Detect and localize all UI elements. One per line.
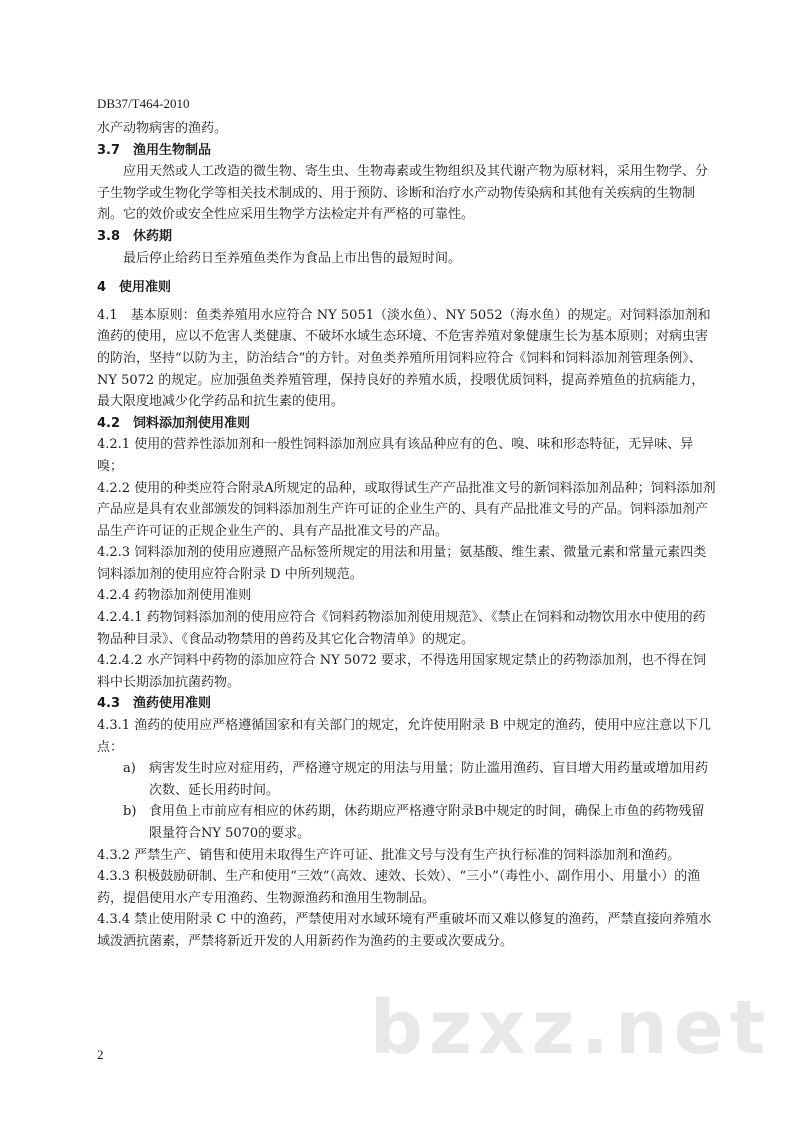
section-4-2-3: 4.2.3 饲料添加剂的使用应遵照产品标签所规定的用法和用量；氨基酸、维生素、微量元素和常量元素四类饲料添加剂的使用应符合附录 D 中所列规范。 xyxy=(97,545,707,582)
standard-number: DB37/T464-2010 xyxy=(97,96,190,111)
watermark: bzxz.net xyxy=(370,985,772,1071)
list-text: 病害发生时应对症用药，严格遵守规定的用法与用量；防止滥用渔药、盲目增大用药量或增加用药次数、延长用药时间。 xyxy=(149,761,709,798)
section-3-7-text: 应用天然或人工改造的微生物、寄生虫、生物毒素或生物组织及其代谢产物为原材料，采用生物学、分子生物学或生物化学等相关技术制成的、用于预防、诊断和治疗水产动物传染病和其他有关疾病的生物制剂。它的效价或安全性应采用生物学方法检定并有严格的可靠性。 xyxy=(97,164,709,223)
section-4-3-4: 4.3.4 禁止使用附录 C 中的渔药，严禁使用对水域环境有严重破坏而又难以修复的渔药，严禁直接向养殖水域泼洒抗菌素，严禁将新近开发的人用新药作为渔药的主要或次要成分。 xyxy=(97,912,712,949)
section-4-3-heading: 4.3 渔药使用准则 xyxy=(97,696,212,712)
section-4-2-4-1: 4.2.4.1 药物饲料添加剂的使用应符合《饲料药物添加剂使用规范》、《禁止在饲料和动物饮用水中使用的药物品种目录》、《食品动物禁用的兽药及其它化合物清单》的规定。 xyxy=(97,610,706,647)
section-3-8-heading: 3.8 休药期 xyxy=(97,228,173,244)
section-4-2-heading: 4.2 饲料添加剂使用准则 xyxy=(97,415,251,431)
section-4-heading: 4 使用准则 xyxy=(97,280,172,296)
section-4-2-4: 4.2.4 药物添加剂使用准则 xyxy=(97,588,252,604)
section-4-3-1: 4.3.1 渔药的使用应严格遵循国家和有关部门的规定，允许使用附录 B 中规定的渔药，使用中应注意以下几点： xyxy=(97,718,712,755)
section-4-3-2: 4.3.2 严禁生产、销售和使用未取得生产许可证、批准文号与没有生产执行标准的饲料添加剂和渔药。 xyxy=(97,847,681,863)
continuation-text: 水产动物病害的渔药。 xyxy=(97,121,228,136)
section-3-7-heading: 3.7 渔用生物制品 xyxy=(97,142,212,158)
section-3-8-text: 最后停止给药日至养殖鱼类作为食品上市出售的最短时间。 xyxy=(123,250,462,266)
list-item-b xyxy=(97,801,717,844)
section-4-2-4-2: 4.2.4.2 水产饲料中药物的添加应符合 NY 5072 要求，不得选用国家规定禁止的药物添加剂，也不得在饲料中长期添加抗菌药物。 xyxy=(97,653,707,690)
list-text: 食用鱼上市前应有相应的休药期，休药期应严格遵守附录B中规定的时间，确保上市鱼的药物残留限量符合NY 5070的要求。 xyxy=(149,804,705,841)
section-4-2-1: 4.2.1 使用的营养性添加剂和一般性饲料添加剂应具有该品种应有的色、嗅、味和形态特征，无异味、异嗅； xyxy=(97,437,694,474)
page-number: 2 xyxy=(97,1047,104,1062)
list-marker: b) xyxy=(123,804,137,820)
document-body xyxy=(97,118,717,953)
section-4-1: 4.1 基本原则：鱼类养殖用水应符合 NY 5051（淡水鱼）、NY 5052（海水鱼）的规定。对饲料添加剂和渔药的使用，应以不危害人类健康、不破坏水域生态环境、不危害养殖对象健康生长为基本原则；对病虫害的防治，坚持“以防为主，防治结合”的方针。对鱼类养殖所用饲料应符合《饲料和饲料添加剂管理条例》、NY 5072 的规定。应加强鱼类养殖管理，保持良好的养殖水质，投喂优质饲料，提高养殖鱼的抗病能力，最大限度地减少化学药品和抗生素的使用。 xyxy=(97,307,711,410)
section-4-3-3: 4.3.3 积极鼓励研制、生产和使用“三效”（高效、速效、长效）、“三小”（毒性小、副作用小、用量小）的渔药，提倡使用水产专用渔药、生物源渔药和渔用生物制品。 xyxy=(97,869,701,906)
list-marker: a) xyxy=(123,761,136,777)
section-4-2-2: 4.2.2 使用的种类应符合附录A所规定的品种，或取得试生产产品批准文号的新饲料添加剂品种；饲料添加剂产品应是具有农业部颁发的饲料添加剂生产许可证的企业生产的、具有产品批准文号的产品。饲料添加剂产品生产许可证的正规企业生产的、具有产品批准文号的产品。 xyxy=(97,480,716,539)
list-item-a xyxy=(97,758,717,801)
